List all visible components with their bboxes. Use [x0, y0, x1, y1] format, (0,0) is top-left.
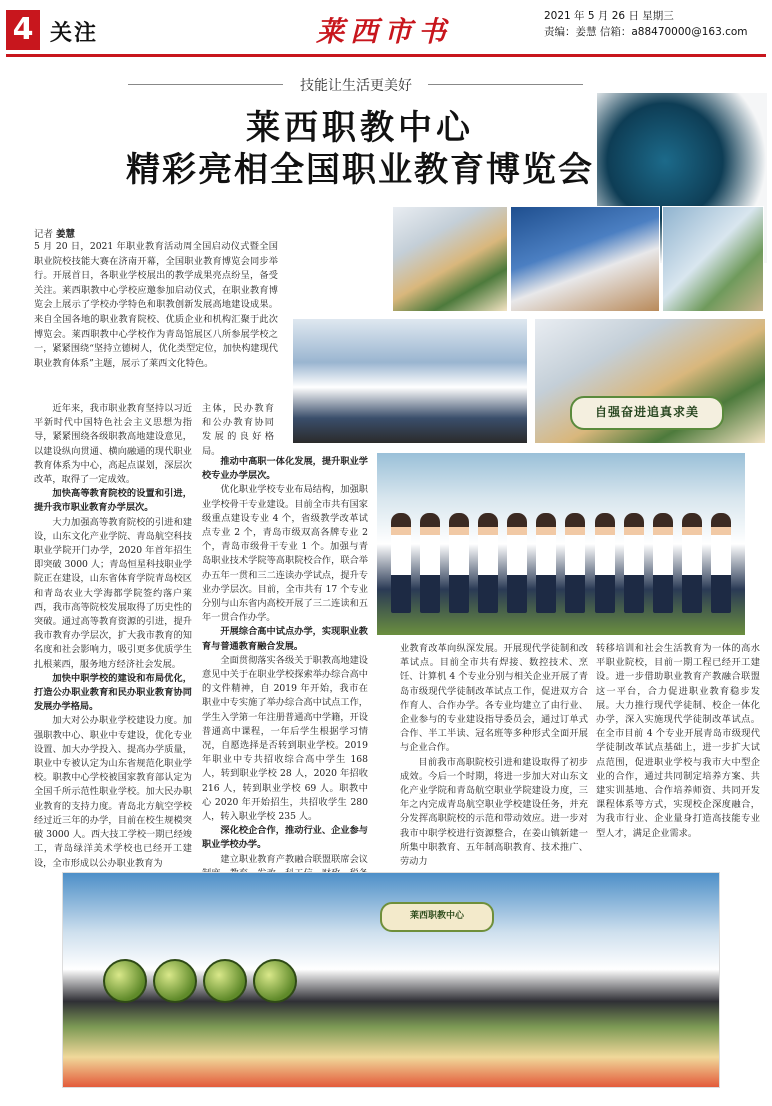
exhibit-photo-3 — [662, 206, 764, 312]
paragraph: 加大对公办职业学校建设力度。加强职教中心、职业中专建设，优化专业设置、加大办学投入、提高办学质量，职业中专被认定为山东省规范化职业学校。职教中心学校被国家教育部认定为全国千所示范性职业学校。加大民办职业教育的支持力度。青岛北方航空学校经过近三年的办学，目前在校生规模突破 3000 人。西大技工学校一期已经竣工，青岛绿洋美术学校也已经开工建设，全市形成以公办职业教育为 — [34, 715, 192, 869]
kicker-divider-left — [128, 84, 283, 85]
paragraph: 目前我市高职院校引进和建设取得了初步成效。今后一个时期，将进一步加大对山东文化产业学院和青岛航空职业学院建设力度，三年之内完成青岛航空职业学校建设任务，并充分发挥高职院校的示范和带动效应。进一步对我市中职学校进行资源整合，在姜山镇新建一所集中职教育、五年制高职教育、技术推广、劳动力 — [400, 756, 588, 868]
date-line: 2021 年 5 月 26 日 星期三 — [544, 10, 674, 22]
headline-line-1: 莱西职教中心 — [246, 108, 474, 148]
header-rule — [6, 54, 766, 57]
person-figure — [478, 513, 498, 613]
person-figure — [682, 513, 702, 613]
paragraph: 全面贯彻落实各级关于职教高地建设意见中关于在职业学校探索举办综合高中的文件精神，自 2019 年开始，我市在职业中专实施了举办综合高中试点工作，学生入学第一年注册普通高中学籍，开设普通高中课程，一年后学生根据学习情况，自愿选择是否转到职业学校。2019 年职业中专共招收综合高中学生 168 人，转到职业学校 28 人，2020 年招收 216 人，转到职业学校 69 人。职教中心 2020 年开始招生，共招收学生 280 人，转入职业学校 235 人。 — [202, 654, 368, 823]
paragraph: 大力加强高等教育院校的引进和建设，山东文化产业学院、青岛航空科技职业学院开门办学，2020 年首年招生即突破 3000 人；青岛恒星科技职业学院正在建设，山东省体育学院青岛校区和青岛农业大学海都学院签约落户莱西，我市高等院校发展取得了历史性的突破。通过高等教育资源的引进，提升我市教育办学层次，扩大我市教育的知名度和社会影响力，吸引更多优质学生扎根莱西，服务地方经济社会发展。 — [34, 516, 192, 670]
headline-line-2: 精彩亮相全国职业教育博览会 — [126, 150, 594, 190]
group-people — [391, 493, 731, 613]
person-figure — [711, 513, 731, 613]
person-figure — [624, 513, 644, 613]
paragraph: 优化职业学校专业布局结构，加强职业学校骨干专业建设。目前全市共有国家级重点建设专业 4 个，省级教学改革试点专业 2 个，青岛市级双高各牌专业 2 个，青岛市级骨干专业 1 个。加强与青岛职业技术学院等高职院校合作，联合举办五年一贯和三二连读办学试点，提升专业办学层次。目前，全市共有 17 个专业分别与山东省内高校开展了三二连读和五年一贯合作办学。 — [202, 484, 368, 624]
body-column-1 — [34, 402, 192, 871]
body-column-4 — [596, 642, 760, 841]
byline-name: 姜慧 — [56, 229, 76, 240]
person-figure — [653, 513, 673, 613]
subhead: 开展综合高中试点办学，实现职业教育与普通教育融合发展。 — [202, 626, 368, 652]
exhibition-hall-photo — [292, 318, 528, 444]
editor-line: 责编：姜慧 信箱：a88470000@163.com — [544, 26, 748, 38]
body-column-3 — [400, 642, 588, 869]
person-figure — [565, 513, 585, 613]
group-photo — [376, 452, 746, 636]
masthead-logo: 莱西市书 — [316, 15, 453, 48]
body-column-2-top — [202, 402, 274, 459]
page-number: 4 — [6, 10, 40, 50]
kicker-divider-right — [428, 84, 583, 85]
booth-sign: 莱西职教中心 — [380, 902, 494, 932]
carved-melon — [203, 959, 247, 1003]
lead-paragraph: 5 月 20 日，2021 年职业教育活动周全国启动仪式暨全国职业院校技能大赛在济南开幕，全国职业教育博览会同步举行。开展首日，各职业学校展出的教学成果亮点纷呈，备受关注。莱西职教中心学校应邀参加启动仪式，在职业教育博览会上展示了学校办学特色和职教创新发展高地建设成果。来自全国各地的职业教育院校、优质企业和机构汇聚于此次博览会。莱西职教中心学校作为青岛馆展区八所参展学校之一，紧紧围绕“坚持立德树人，优化类型定位，加快构建现代职业教育体系”主题，展示了莱西文化特色。 — [34, 241, 278, 369]
subhead: 深化校企合作，推动行业、企业参与职业学校办学。 — [202, 825, 368, 851]
exhibit-photo-1 — [392, 206, 508, 312]
exhibit-photo-2 — [510, 206, 660, 312]
motto-carving-board: 自强奋进追真求美 — [570, 396, 724, 430]
carved-melon — [103, 959, 147, 1003]
body-column-2 — [202, 455, 368, 910]
paragraph: 建立职业教育产教融合联盟联席会议 — [220, 853, 368, 865]
person-figure — [595, 513, 615, 613]
paragraph: 主体，民办教育和公办教育协同发展的良好格局。 — [202, 403, 274, 457]
person-figure — [391, 513, 411, 613]
date-block — [544, 8, 748, 40]
person-figure — [507, 513, 527, 613]
paragraph: 近年来，我市职业教育坚持以习近平新时代中国特色社会主义思想为指导，紧紧围绕各级职教高地建设意见，以建设纵向贯通、横向融通的现代职业教育体系为中心，高起点谋划，深层次改革，取得了一定成效。 — [34, 403, 192, 486]
kicker: 技能让生活更美好 — [300, 78, 412, 94]
person-figure — [536, 513, 556, 613]
byline — [34, 226, 75, 240]
carved-melons — [103, 959, 297, 1003]
subhead: 推动中高职一体化发展，提升职业学校专业办学层次。 — [202, 456, 368, 482]
person-figure — [449, 513, 469, 613]
paragraph: 业教育改革向纵深发展。开展现代学徒制和改革试点。目前全市共有焊接、数控技术、烹饪、计算机 4 个专业分别与相关企业开展了青岛市级现代学徒制改革试点工作，促进双方合作育人、合作办学。各专业均建立了由行业、企业参与的专业建设指导委员会，通过订单式合作、半工半读、冠名班等多种形式全面开展与企业合作。 — [400, 643, 588, 754]
subhead: 加快高等教育院校的设置和引进，提升我市职业教育办学层次。 — [34, 488, 192, 514]
paragraph: 转移培训和社会生活教育为一体的高水平职业院校，目前一期工程已经开工建设。进一步借助职业教育产教融合联盟这一平台，合力促进职业教育稳步发展。大力推行现代学徒制、校企一体化办学，深入实施现代学徒制改革试点。在全市目前 4 个专业开展青岛市级现代学徒制改革试点基础上，进一步扩大试点范围，促进职业学校与我市大中型企业的合作，通过共同制定培养方案、共建实训基地、合作培养师资、共同开发课程体系等方式，实现校企深度融合，为我市行业、企业量身打造高技能专业型人才，满足企业需求。 — [596, 643, 760, 839]
byline-label: 记者 — [34, 229, 54, 240]
carved-melon — [253, 959, 297, 1003]
section-label: 关注 — [50, 21, 99, 46]
carved-melon — [153, 959, 197, 1003]
subhead: 加快中职学校的建设和布局优化，打造公办职业教育和民办职业教育协同发展办学格局。 — [34, 672, 192, 713]
person-figure — [420, 513, 440, 613]
